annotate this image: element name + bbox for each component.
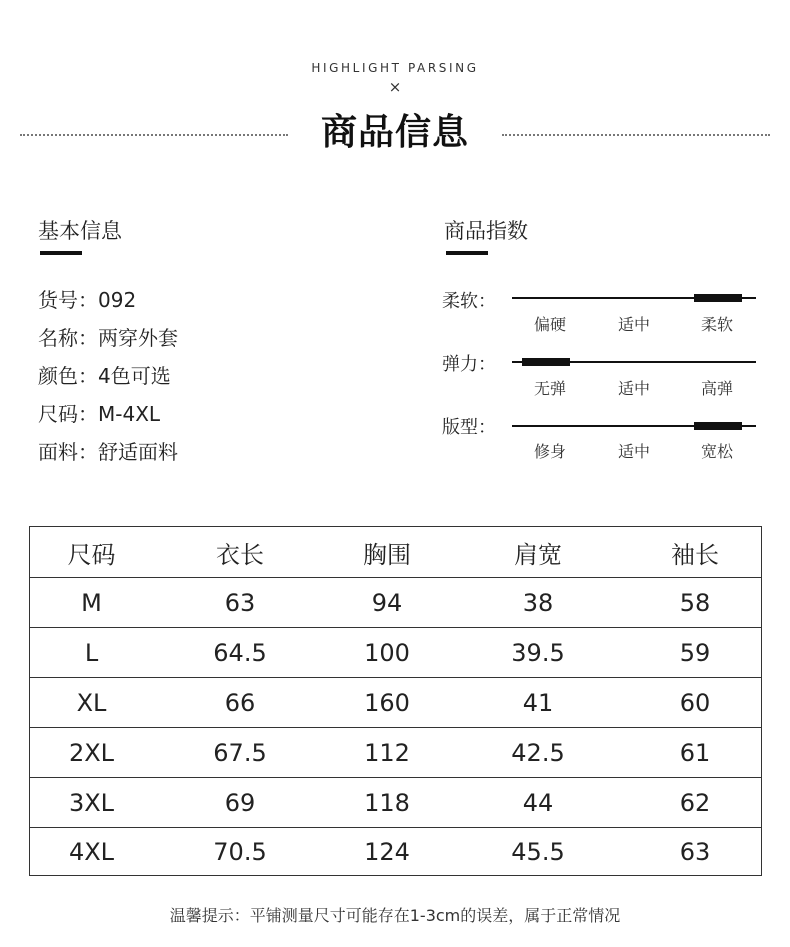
- header-subtitle: HIGHLIGHT PARSING: [311, 61, 479, 75]
- table-cell: 41: [522, 688, 554, 717]
- index-option: 适中: [617, 315, 650, 334]
- close-cross-icon: ×: [388, 78, 402, 96]
- info-row-sku: [38, 284, 136, 313]
- table-row: [30, 728, 761, 778]
- table-cell: 60: [679, 688, 711, 717]
- table-cell: 64.5: [213, 638, 267, 667]
- index-label-elasticity: 弹力：: [442, 354, 496, 375]
- index-label-fit: 版型：: [442, 417, 496, 438]
- info-sep: ：: [78, 326, 98, 350]
- index-option: 高弹: [700, 379, 733, 398]
- table-cell: 124: [364, 838, 410, 866]
- table-cell: 39.5: [511, 638, 565, 667]
- info-row-color: [38, 360, 171, 389]
- table-cell: 62: [679, 788, 711, 817]
- info-sep: ：: [78, 288, 98, 312]
- table-header-cell: 衣长: [216, 540, 264, 569]
- table-cell: 118: [364, 788, 410, 817]
- table-cell: 63: [679, 838, 711, 866]
- table-row: [30, 678, 761, 728]
- info-sep: ：: [78, 440, 98, 464]
- table-cell: M: [81, 588, 102, 617]
- index-option: 宽松: [700, 442, 733, 461]
- info-label: 名称: [38, 326, 78, 350]
- index-option: 修身: [533, 442, 566, 461]
- index-marker-elasticity: [522, 358, 570, 366]
- size-table: [29, 526, 762, 876]
- page-title: 商品信息: [320, 112, 469, 153]
- table-cell: 2XL: [68, 738, 115, 767]
- info-value: 092: [98, 288, 137, 312]
- basic-info-title: 基本信息: [38, 219, 122, 243]
- info-label: 颜色: [38, 364, 78, 388]
- table-cell: 58: [679, 588, 711, 617]
- table-header-cell: 肩宽: [514, 540, 562, 569]
- info-row-size: [38, 398, 160, 427]
- index-label-softness: 柔软：: [442, 291, 496, 312]
- product-index-underline: [446, 251, 488, 255]
- index-option: 偏硬: [533, 315, 566, 334]
- table-header-cell: 尺码: [67, 540, 116, 569]
- index-option: 适中: [617, 379, 650, 398]
- table-row: [30, 828, 761, 876]
- table-cell: 44: [522, 788, 554, 817]
- info-label: 面料: [38, 440, 78, 464]
- info-row-fabric: [38, 436, 178, 465]
- index-option: 适中: [617, 442, 650, 461]
- table-cell: 59: [679, 638, 711, 667]
- table-row: [30, 778, 761, 828]
- info-value: 舒适面料: [98, 440, 178, 464]
- index-marker-fit: [694, 422, 742, 430]
- info-sep: ：: [78, 364, 98, 388]
- table-cell: 4XL: [68, 838, 115, 866]
- index-marker-softness: [694, 294, 742, 302]
- table-cell: 100: [364, 638, 410, 667]
- table-cell: 69: [224, 788, 256, 817]
- table-cell: 45.5: [511, 838, 565, 866]
- table-cell: 42.5: [511, 738, 565, 767]
- table-cell: 61: [679, 738, 711, 767]
- table-cell: L: [84, 638, 99, 667]
- index-option: 无弹: [533, 379, 566, 398]
- info-value: M-4XL: [98, 402, 161, 426]
- table-cell: 38: [522, 588, 554, 617]
- table-row: [30, 628, 761, 678]
- table-header-cell: 袖长: [671, 540, 719, 569]
- info-value: 4色可选: [98, 364, 171, 388]
- table-cell: 70.5: [213, 838, 267, 866]
- info-label: 货号: [38, 288, 78, 312]
- table-cell: 160: [364, 688, 410, 717]
- info-sep: ：: [78, 402, 98, 426]
- table-cell: 66: [224, 688, 256, 717]
- measurement-tip: 温馨提示：平铺测量尺寸可能存在1-3cm的误差，属于正常情况: [169, 906, 621, 925]
- table-cell: 3XL: [68, 788, 115, 817]
- table-row: [30, 578, 761, 628]
- table-cell: 63: [224, 588, 256, 617]
- table-cell: 67.5: [213, 738, 267, 767]
- info-label: 尺码: [38, 402, 78, 426]
- table-cell: XL: [76, 688, 107, 717]
- index-option: 柔软: [700, 315, 733, 334]
- table-header-cell: 胸围: [363, 540, 411, 569]
- info-row-name: [38, 322, 178, 351]
- info-value: 两穿外套: [98, 326, 178, 350]
- product-index-title: 商品指数: [444, 219, 528, 243]
- table-header-row: [30, 527, 761, 578]
- table-cell: 112: [364, 738, 410, 767]
- basic-info-underline: [40, 251, 82, 255]
- table-cell: 94: [371, 588, 403, 617]
